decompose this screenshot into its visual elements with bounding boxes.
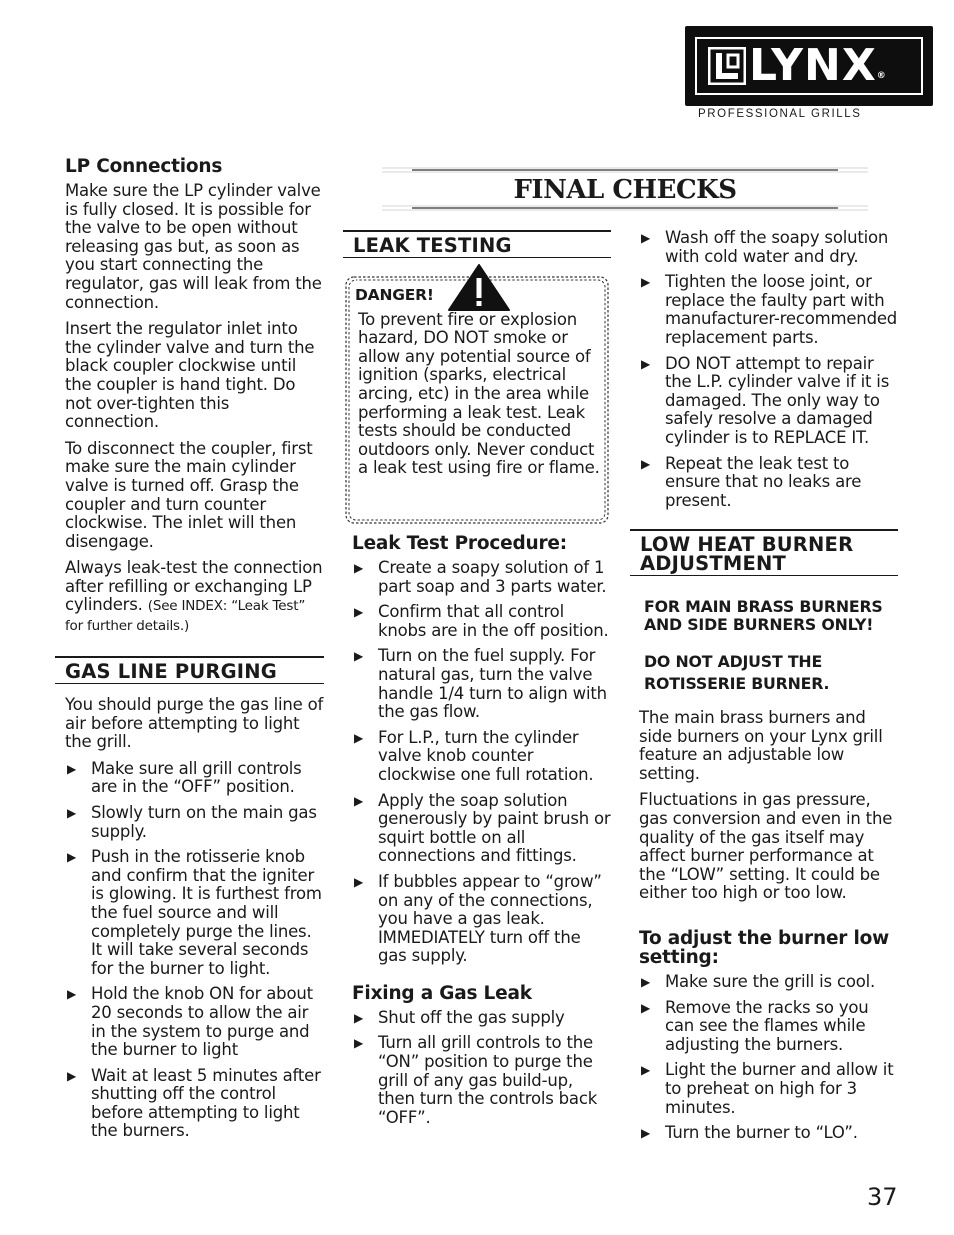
page-title: FINAL CHECKS [513, 175, 737, 205]
gas-line-purging-section [55, 656, 324, 1149]
list-item: ▶ Slowly turn on the main gas supply. [65, 804, 324, 841]
caps-notice-2: DO NOT ADJUST THE ROTISSERIE BURNER. [644, 652, 830, 693]
title-rule-bottom [382, 205, 868, 211]
list-item: ▶ Remove the racks so you can see the flames while adjusting the burners. [639, 999, 898, 1055]
lp-paragraph: Make sure the LP cylinder valve is fully closed. It is possible for the valve to be open without releasing gas but, as soon as you start connecting the regulator, gas will leak from the connection. [65, 181, 322, 312]
logo-brand-text: LYNX® [749, 40, 887, 91]
logo-tagline: PROFESSIONAL GRILLS [698, 108, 862, 120]
purging-intro: You should purge the gas line of air before attempting to light the grill. [65, 695, 324, 752]
list-item: ▶ Apply the soap solution generously by paint brush or squirt bottle on all connections and fittings. [352, 792, 614, 866]
danger-text: To prevent fire or explosion hazard, DO NOT smoke or allow any potential source of ignition (sparks, electrical arcing, etc) in the area while performing a leak test. Leak tests should be conducted outdoors only. Never conduct a leak test using fire or flame. [358, 309, 600, 478]
lp-paragraph: Insert the regulator inlet into the cylinder valve and turn the black coupler clockwise until the coupler is hand tight. Do not over-tighten this connection. [65, 319, 315, 432]
list-item: ▶ Turn all grill controls to the “ON” position to purge the grill of any gas build-up, then turn the controls back “OFF”. [352, 1034, 614, 1127]
procedure-list [352, 559, 614, 966]
logo-frame [695, 37, 923, 95]
page-number: 37 [867, 1183, 898, 1211]
gas-line-purging-heading: GAS LINE PURGING [55, 656, 324, 684]
leak-testing-heading-wrap [343, 230, 611, 258]
list-item: ▶ Turn on the fuel supply. For natural gas, turn the valve handle 1/4 turn to align with the gas flow. [352, 647, 614, 721]
fixing-heading: Fixing a Gas Leak [352, 982, 532, 1004]
caps-notice [630, 598, 898, 695]
list-item: ▶ Push in the rotisserie knob and confirm that the igniter is glowing. It is furthest from the fuel source and will completely purge the lines. It will take several seconds for the burner to light. [65, 848, 324, 978]
leak-fix-continued [639, 229, 901, 518]
fixing-continued-list [639, 229, 901, 510]
lp-connections-heading: LP Connections [65, 156, 223, 177]
list-item: ▶ Wait at least 5 minutes after shutting off the control before attempting to light the burners. [65, 1067, 324, 1141]
list-item: ▶ Make sure all grill controls are in the “OFF” position. [65, 760, 324, 797]
purging-list [65, 760, 324, 1141]
list-item: ▶ Repeat the leak test to ensure that no leaks are present. [639, 455, 901, 511]
adjust-heading: To adjust the burner low setting: [639, 927, 890, 968]
list-item: ▶ Light the burner and allow it to preheat on high for 3 minutes. [639, 1061, 898, 1117]
leak-test-procedure [352, 534, 614, 1135]
title-rule-top [382, 167, 868, 173]
lynx-logo [685, 26, 933, 106]
list-item: ▶ Create a soapy solution of 1 part soap and 3 parts water. [352, 559, 614, 596]
list-item: ▶ Shut off the gas supply [352, 1009, 614, 1028]
low-heat-section [630, 529, 898, 1151]
list-item: ▶ Wash off the soapy solution with cold water and dry. [639, 229, 901, 266]
lynx-emblem-icon [708, 47, 746, 85]
lp-paragraph [65, 559, 323, 635]
caps-notice-1: FOR MAIN BRASS BURNERS AND SIDE BURNERS ONLY! [644, 597, 883, 634]
list-item: ▶ DO NOT attempt to repair the L.P. cylinder valve if it is damaged. The only way to safely resolve a damaged cylinder is to REPLACE IT. [639, 355, 901, 448]
list-item: ▶ Tighten the loose joint, or replace the faulty part with manufacturer-recommended replacement parts. [639, 273, 901, 347]
low-heat-paragraph: Fluctuations in gas pressure, gas conversion and even in the quality of the gas itself may affect burner performance at the “LOW” setting. It could be either too high or too low. [639, 790, 893, 903]
procedure-heading: Leak Test Procedure: [352, 533, 567, 554]
list-item: ▶ Confirm that all control knobs are in the off position. [352, 603, 614, 640]
list-item: ▶ Make sure the grill is cool. [639, 973, 898, 992]
fixing-list [352, 1009, 614, 1128]
adjust-list [639, 973, 898, 1143]
list-item: ▶ Turn the burner to “LO”. [639, 1124, 898, 1143]
list-item: ▶ If bubbles appear to “grow” on any of the connections, you have a gas leak. IMMEDIATELY turn off the gas supply. [352, 873, 614, 966]
list-item: ▶ For L.P., turn the cylinder valve knob counter clockwise one full rotation. [352, 729, 614, 785]
danger-label: DANGER! [355, 286, 434, 304]
index-note: (See INDEX: “Leak Test” for further details.) [65, 598, 306, 635]
low-heat-heading: LOW HEAT BURNER ADJUSTMENT [630, 529, 898, 576]
lp-paragraph: To disconnect the coupler, first make sure the main cylinder valve is turned off. Grasp the coupler and turn counter clockwise. The inlet will then disengage. [65, 438, 313, 551]
list-item: ▶ Hold the knob ON for about 20 seconds to allow the air in the system to purge and the burner to light [65, 985, 324, 1059]
leak-testing-heading: LEAK TESTING [343, 230, 611, 258]
lp-leak-text: Always leak-test the connection after refilling or exchanging LP cylinders. [65, 558, 323, 615]
low-heat-paragraph: The main brass burners and side burners on your Lynx grill feature an adjustable low setting. [639, 708, 883, 783]
danger-notice [355, 286, 600, 486]
lp-connections-section [65, 157, 323, 644]
